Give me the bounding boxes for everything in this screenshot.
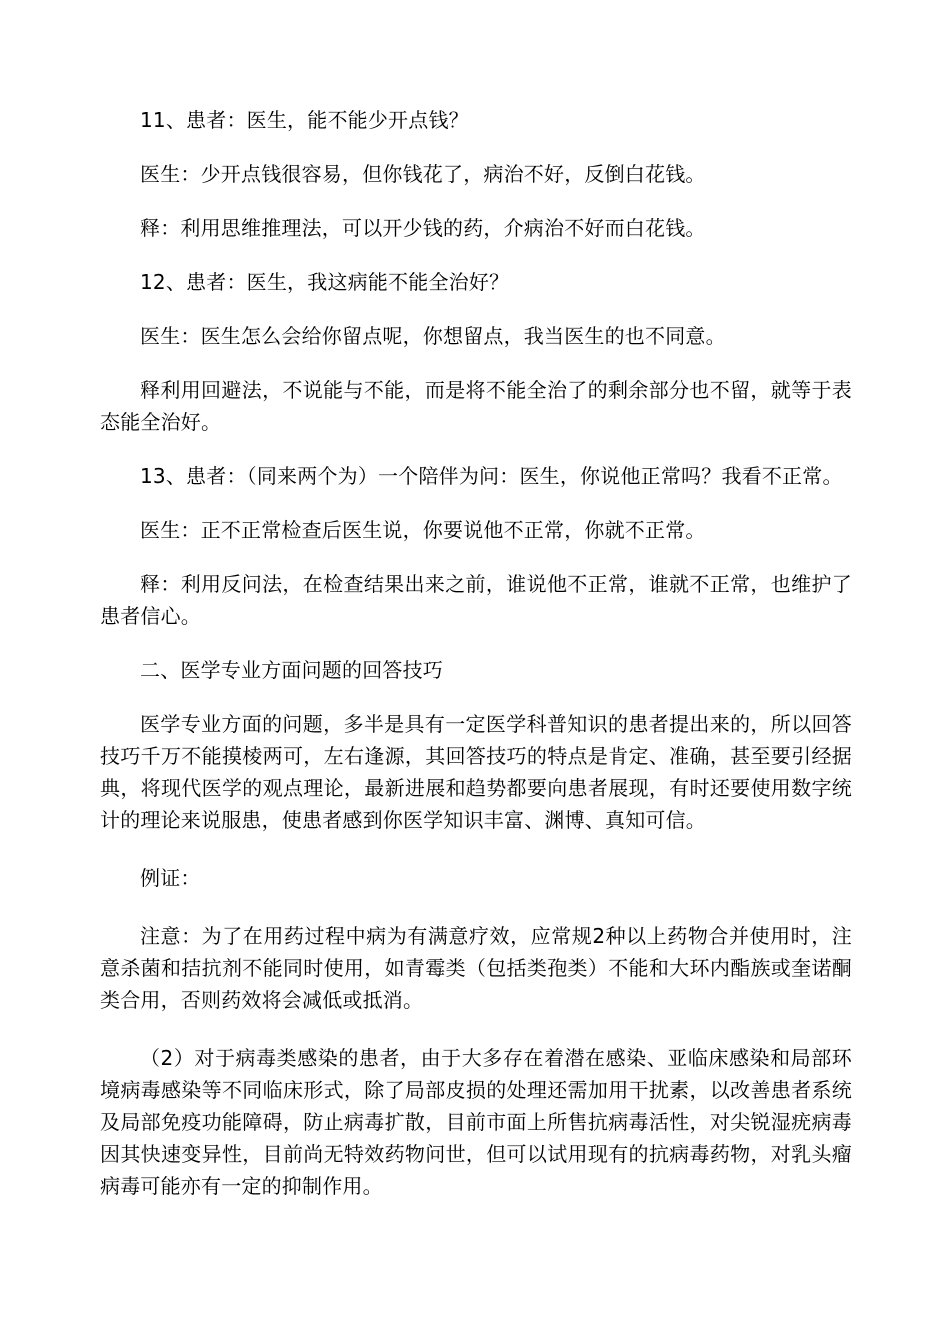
section-heading: 二、医学专业方面问题的回答技巧 xyxy=(140,658,443,682)
paragraph-viral-infection: （2）对于病毒类感染的患者，由于大多存在着潜在感染、亚临床感染和局部环境病毒感染等不同临床形式，除了局部皮损的处理还需加用干扰素，以改善患者系统及局部免疫功能障碍，防止病毒扩散，目前市面上所售抗病毒活性，对尖锐湿疣病毒因其快速变异性，目前尚无特效药物问世，但可以试用现有的抗病毒药物，对乳头瘤病毒可能亦有一定的抑制作用。 xyxy=(100,1046,852,1198)
paragraph-q11-explanation: 释：利用思维推理法，可以开少钱的药，介病治不好而白花钱。 xyxy=(140,216,706,240)
paragraph-section-intro: 医学专业方面的问题，多半是具有一定医学科普知识的患者提出来的，所以回答技巧千万不能摸棱两可，左右逢源，其回答技巧的特点是肯定、准确，甚至要引经据典，将现代医学的观点理论，最新进展和趋势都要向患者展现，有时还要使用数字统计的理论来说服患，使患者感到你医学知识丰富、渊博、真知可信。 xyxy=(100,712,852,832)
paragraph-q13-explanation: 释：利用反问法，在检查结果出来之前，谁说他不正常，谁就不正常，也维护了患者信心。 xyxy=(100,572,852,628)
paragraph-q11-answer: 医生：少开点钱很容易，但你钱花了，病治不好，反倒白花钱。 xyxy=(140,162,706,186)
document-page xyxy=(100,100,852,1202)
paragraph-q12-answer: 医生：医生怎么会给你留点呢，你想留点，我当医生的也不同意。 xyxy=(140,324,726,348)
paragraph-example-label: 例证： xyxy=(140,866,201,890)
paragraph-q12-explanation: 释利用回避法，不说能与不能，而是将不能全治了的剩余部分也不留，就等于表态能全治好。 xyxy=(100,378,852,434)
paragraph-q13-answer: 医生：正不正常检查后医生说，你要说他不正常，你就不正常。 xyxy=(140,518,706,542)
paragraph-q12: 12、患者：医生，我这病能不能全治好？ xyxy=(140,270,510,294)
paragraph-q13: 13、患者：（同来两个为）一个陪伴为问：医生，你说他正常吗？我看不正常。 xyxy=(140,464,843,488)
paragraph-q11: 11、患者：医生，能不能少开点钱？ xyxy=(140,108,469,132)
paragraph-note: 注意：为了在用药过程中病为有满意疗效，应常规2种以上药物合并使用时，注意杀菌和拮抗剂不能同时使用，如青霉类（包括类孢类）不能和大环内酯族或奎诺酮类合用，否则药效将会减低或抵消。 xyxy=(100,924,852,1012)
